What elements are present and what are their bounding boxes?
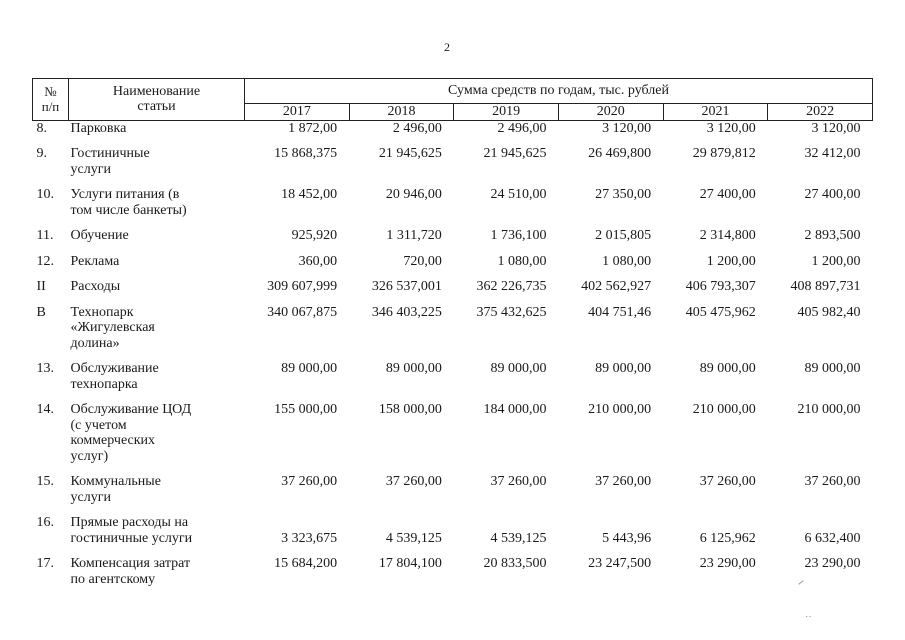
row-value-2019: 2 496,00 (497, 120, 547, 136)
row-value-2017: 925,920 (291, 228, 338, 243)
row-value-2022: 32 412,00 (804, 146, 861, 161)
page-number: 2 (444, 40, 450, 54)
header-year: 2017 (245, 104, 350, 121)
row-item-name: Обслуживание ЦОД (с учетом коммерческих услуг) (70, 402, 192, 464)
row-value-2019: 89 000,00 (490, 361, 547, 376)
header-year: 2022 (768, 104, 873, 121)
row-number: В (36, 304, 46, 320)
row-value-2020: 3 120,00 (602, 120, 652, 136)
row-value-2018: 1 311,720 (386, 228, 442, 243)
row-value-2020: 89 000,00 (595, 361, 652, 376)
row-value-2020: 5 443,96 (602, 530, 652, 546)
row-value-2018: 720,00 (403, 253, 442, 269)
row-value-2019: 1 080,00 (497, 253, 547, 269)
row-value-2020: 26 469,800 (588, 146, 652, 161)
row-value-2021: 210 000,00 (692, 402, 756, 417)
row-number: 8. (36, 120, 47, 136)
row-number: 9. (36, 146, 47, 161)
table-body (33, 120, 873, 587)
row-value-2020: 402 562,927 (581, 279, 652, 294)
row-value-2020: 23 247,500 (588, 556, 652, 571)
row-number: 15. (36, 474, 54, 489)
row-value-2022: 23 290,00 (804, 556, 861, 571)
row-value-2019: 375 432,625 (476, 304, 547, 320)
header-year: 2020 (558, 104, 663, 121)
row-value-2017: 37 260,00 (281, 474, 338, 489)
row-value-2019: 184 000,00 (483, 402, 547, 417)
row-value-2019: 37 260,00 (490, 474, 547, 489)
header-item-name: Наименование статьи (69, 79, 245, 121)
row-value-2022: 408 897,731 (790, 279, 861, 294)
row-value-2018: 20 946,00 (385, 187, 442, 202)
row-value-2021: 405 475,962 (685, 304, 756, 320)
row-value-2018: 2 496,00 (392, 120, 442, 136)
row-value-2018: 326 537,001 (371, 279, 442, 294)
row-value-2018: 4 539,125 (385, 530, 442, 546)
row-value-2019: 4 539,125 (490, 530, 547, 546)
header-year: 2021 (663, 104, 768, 121)
row-number: 11. (36, 228, 54, 243)
header-year: 2019 (454, 104, 559, 121)
row-item-name: Гостиничные услуги (70, 146, 150, 177)
row-value-2020: 1 080,00 (602, 253, 652, 269)
row-value-2021: 406 793,307 (685, 279, 756, 294)
row-value-2022: 27 400,00 (804, 187, 861, 202)
table-row (33, 136, 873, 177)
row-item-name: Технопарк «Жигулевская долина» (70, 304, 155, 351)
table-row (33, 546, 873, 587)
row-value-2021: 6 125,962 (699, 530, 756, 546)
row-number: 14. (36, 402, 54, 417)
row-value-2021: 29 879,812 (692, 146, 756, 161)
row-number: 10. (36, 187, 54, 202)
row-value-2022: 37 260,00 (804, 474, 861, 489)
row-item-name: Обучение (70, 228, 129, 243)
budget-table (32, 78, 873, 587)
table-row (33, 218, 873, 244)
row-value-2021: 37 260,00 (699, 474, 756, 489)
row-value-2017: 15 684,200 (274, 556, 338, 571)
row-value-2022: 2 893,500 (804, 228, 861, 243)
row-value-2018: 158 000,00 (378, 402, 442, 417)
budget-table-container (32, 78, 872, 587)
row-value-2019: 20 833,500 (483, 556, 547, 571)
header-amount-by-year: Сумма средств по годам, тыс. рублей (245, 79, 873, 104)
row-value-2021: 1 200,00 (706, 253, 756, 269)
row-value-2018: 346 403,225 (371, 304, 442, 320)
row-number: 17. (36, 556, 54, 571)
row-value-2019: 362 226,735 (476, 279, 547, 294)
row-value-2017: 1 872,00 (288, 120, 338, 136)
row-value-2019: 24 510,00 (490, 187, 547, 202)
table-row (33, 464, 873, 505)
row-value-2018: 21 945,625 (378, 146, 442, 161)
row-item-name: Прямые расходы на гостиничные услуги (70, 515, 193, 546)
table-row (33, 177, 873, 218)
table-row (33, 120, 873, 136)
row-value-2019: 21 945,625 (483, 146, 547, 161)
row-value-2020: 37 260,00 (595, 474, 652, 489)
row-value-2020: 404 751,46 (588, 304, 652, 320)
row-value-2018: 37 260,00 (385, 474, 442, 489)
row-value-2022: 210 000,00 (797, 402, 861, 417)
row-value-2021: 2 314,800 (699, 228, 756, 243)
table-row (33, 505, 873, 546)
row-value-2021: 27 400,00 (699, 187, 756, 202)
row-value-2021: 89 000,00 (699, 361, 756, 376)
row-value-2017: 340 067,875 (267, 304, 338, 320)
row-number: 12. (36, 253, 54, 269)
row-value-2017: 89 000,00 (281, 361, 338, 376)
row-item-name: Коммунальные услуги (70, 474, 161, 505)
row-item-name: Компенсация затрат по агентскому (70, 556, 191, 587)
table-row (33, 295, 873, 352)
row-value-2022: 405 982,40 (797, 304, 861, 320)
table-row (33, 244, 873, 270)
row-value-2020: 27 350,00 (595, 187, 652, 202)
row-value-2022: 1 200,00 (811, 253, 861, 269)
row-value-2017: 155 000,00 (274, 402, 338, 417)
row-value-2021: 23 290,00 (699, 556, 756, 571)
header-row-number: № п/п (33, 79, 69, 121)
table-row (33, 351, 873, 392)
table-row (33, 269, 873, 295)
row-item-name: Парковка (70, 120, 127, 136)
header-year: 2018 (349, 104, 454, 121)
row-value-2020: 2 015,805 (595, 228, 652, 243)
row-item-name: Услуги питания (в том числе банкеты) (70, 187, 187, 218)
row-number: II (36, 279, 46, 294)
row-value-2018: 17 804,100 (378, 556, 442, 571)
row-value-2018: 89 000,00 (385, 361, 442, 376)
row-value-2020: 210 000,00 (588, 402, 652, 417)
row-item-name: Расходы (70, 279, 121, 294)
row-number: 13. (36, 361, 54, 376)
row-value-2017: 15 868,375 (274, 146, 338, 161)
row-value-2022: 89 000,00 (804, 361, 861, 376)
row-number: 16. (36, 515, 54, 530)
row-value-2017: 18 452,00 (281, 187, 338, 202)
row-value-2021: 3 120,00 (706, 120, 756, 136)
row-value-2022: 6 632,400 (804, 530, 861, 546)
row-item-name: Реклама (70, 253, 120, 269)
row-item-name: Обслуживание технопарка (70, 361, 159, 392)
row-value-2019: 1 736,100 (490, 228, 547, 243)
row-value-2017: 309 607,999 (267, 279, 338, 294)
table-row (33, 392, 873, 464)
row-value-2017: 360,00 (298, 253, 338, 269)
scan-mark: ˙˙ (805, 615, 812, 626)
row-value-2022: 3 120,00 (811, 120, 861, 136)
row-value-2017: 3 323,675 (281, 530, 338, 546)
